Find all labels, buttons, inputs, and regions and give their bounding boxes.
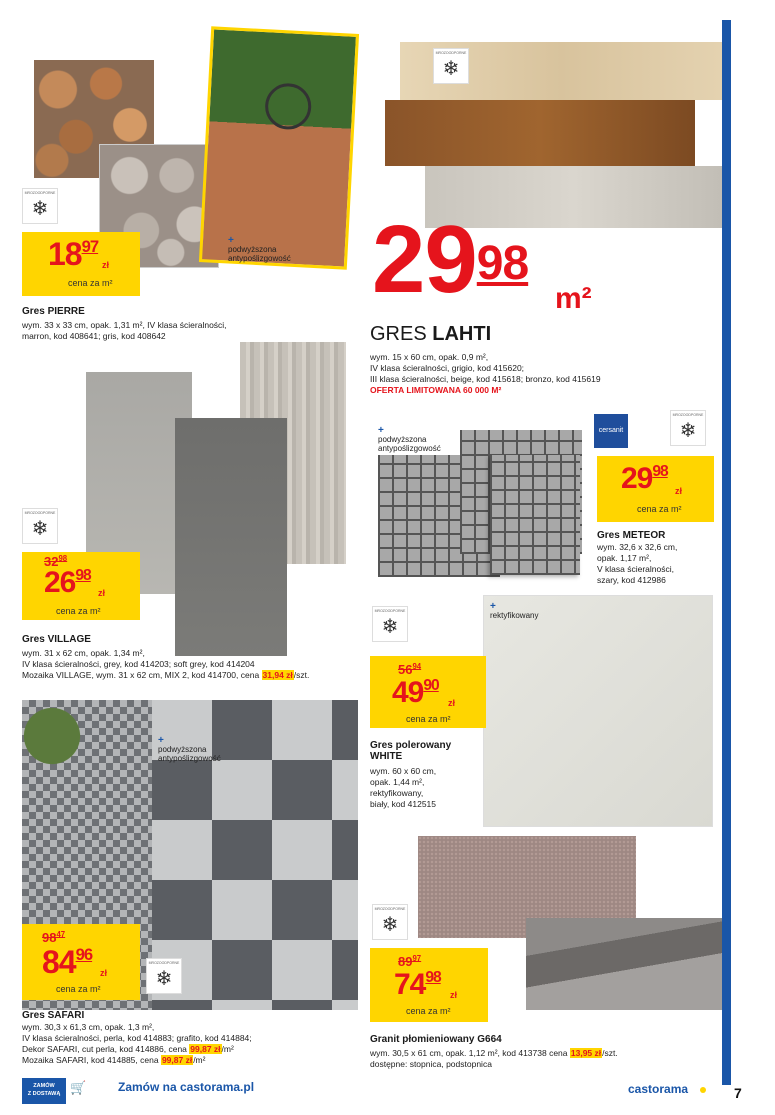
meteor-desc: wym. 32,6 x 32,6 cm, opak. 1,17 m², V klasa ścieralności, szary, kod 412986 xyxy=(597,542,678,585)
village-tile-grey xyxy=(175,418,287,656)
lahti-desc: wym. 15 x 60 cm, opak. 0,9 m², IV klasa ścieralności, grigio, kod 415620; III klasa ścieralności, beige, kod 415618; bronzo, kod 415619 OFERTA LIMITOWANA 60 000 M² xyxy=(370,352,601,395)
safari-title: Gres SAFARI xyxy=(22,1010,85,1021)
lahti-unit: m² xyxy=(555,282,592,315)
snowflake-icon: ❄ xyxy=(31,518,49,540)
order-online-link[interactable]: Zamów na castorama.pl xyxy=(118,1080,255,1094)
bike-wheel-icon xyxy=(264,82,312,130)
plus-icon: + xyxy=(378,425,384,436)
g664-stairs-photo xyxy=(526,918,722,1010)
frost-resistant-icon: MROZOODPORNE ❄ xyxy=(433,48,469,84)
g664-price: $74^{98}$ xyxy=(394,968,441,1001)
lahti-plank-bronzo xyxy=(385,100,695,166)
pierre-price-tag: $18^{97}$ zł cena za m² xyxy=(22,232,140,296)
frost-resistant-icon: MROZOODPORNE ❄ xyxy=(372,904,408,940)
page-number: 7 xyxy=(734,1085,742,1101)
snowflake-icon: ❄ xyxy=(155,968,173,990)
delivery-badge[interactable]: ZAMÓW Z DOSTAWĄ xyxy=(22,1078,66,1104)
safari-desc: wym. 30,3 x 61,3 cm, opak. 1,3 m², IV klasa ścieralności, perla, kod 414883; grafito, kod 414884; Dekor SAFARI, cut perla, kod 414886, cena 99,87 zł/m² Mozaika SAFARI, kod 414885, cena 99,87 zł/m² xyxy=(22,1022,252,1065)
frost-resistant-icon: MROZOODPORNE ❄ xyxy=(22,188,58,224)
plus-icon: + xyxy=(490,601,496,612)
plus-icon: + xyxy=(158,735,164,746)
plant-icon xyxy=(22,700,82,790)
white-price: $49^{90}$ xyxy=(392,676,439,709)
lahti-title: GRES LAHTI xyxy=(370,323,492,345)
safari-old-price: $98^{47}$ xyxy=(42,930,66,945)
pierre-desc: wym. 33 x 33 cm, opak. 1,31 m², IV klasa ścieralności, marron, kod 408641; gris, kod 408642 xyxy=(22,320,227,341)
village-price: $26^{98}$ xyxy=(44,566,91,599)
meteor-anti-slip-badge: + podwyższona antypoślizgowość xyxy=(378,425,441,453)
meteor-title: Gres METEOR xyxy=(597,530,666,541)
white-desc: wym. 60 x 60 cm, opak. 1,44 m², rektyfikowany, biały, kod 412515 xyxy=(370,766,437,809)
cersanit-logo: cersanit xyxy=(594,414,628,448)
logo-dot-icon xyxy=(700,1087,706,1093)
lahti-offer: OFERTA LIMITOWANA 60 000 M² xyxy=(370,385,502,395)
frost-resistant-icon: MROZOODPORNE ❄ xyxy=(22,508,58,544)
pierre-anti-slip-badge: + podwyższona antypoślizgowość xyxy=(228,235,291,263)
safari-anti-slip-badge: + podwyższona antypoślizgowość xyxy=(158,735,221,763)
castorama-logo: castorama xyxy=(628,1082,689,1096)
safari-price-tag: $98^{47}$ $84^{96}$ zł cena za m² xyxy=(22,924,140,1000)
white-title: Gres polerowany WHITE xyxy=(370,740,452,762)
white-tile xyxy=(484,596,712,826)
sidebar-stripe xyxy=(722,20,731,1085)
frost-resistant-icon: MROZOODPORNE ❄ xyxy=(372,606,408,642)
safari-price: $84^{96}$ xyxy=(42,944,93,980)
meteor-tile-front xyxy=(490,455,580,575)
snowflake-icon: ❄ xyxy=(31,198,49,220)
lahti-price: $29^{98}$ xyxy=(372,206,529,313)
pierre-price: $18^{97}$ xyxy=(48,236,99,272)
frost-resistant-icon: MROZOODPORNE ❄ xyxy=(146,958,182,994)
meteor-price: $29^{98}$ xyxy=(621,462,668,495)
g664-title: Granit płomieniowany G664 xyxy=(370,1034,502,1045)
white-old-price: $56^{94}$ xyxy=(398,662,422,677)
g664-old-price: $89^{97}$ xyxy=(398,954,422,969)
snowflake-icon: ❄ xyxy=(381,914,399,936)
pierre-bike-photo xyxy=(199,26,359,269)
plus-icon: + xyxy=(228,235,234,246)
village-price-tag: $32^{98}$ $26^{98}$ zł cena za m² xyxy=(22,552,140,620)
frost-resistant-icon: MROZOODPORNE ❄ xyxy=(670,410,706,446)
village-old-price: $32^{98}$ xyxy=(44,554,68,569)
g664-price-tag: $89^{97}$ $74^{98}$ zł cena za m² xyxy=(370,948,488,1022)
snowflake-icon: ❄ xyxy=(381,616,399,638)
pierre-title: Gres PIERRE xyxy=(22,306,85,317)
village-title: Gres VILLAGE xyxy=(22,634,91,645)
g664-desc: wym. 30,5 x 61 cm, opak. 1,12 m², kod 413738 cena 13,95 zł/szt. dostępne: stopnica, podstopnica xyxy=(370,1048,618,1069)
cart-truck-icon: 🛒 xyxy=(70,1080,87,1095)
snowflake-icon: ❄ xyxy=(679,420,697,442)
snowflake-icon: ❄ xyxy=(442,58,460,80)
village-desc: wym. 31 x 62 cm, opak. 1,34 m², IV klasa ścieralności, grey, kod 414203; soft grey, kod 414204 Mozaika VILLAGE, wym. 31 x 62 cm, MIX 2, kod 414700, cena 31,94 zł/szt. xyxy=(22,648,310,680)
meteor-price-tag: $29^{98}$ zł cena za m² xyxy=(597,456,714,522)
white-price-tag: $56^{94}$ $49^{90}$ zł cena za m² xyxy=(370,656,486,728)
page-sidebar xyxy=(722,0,775,1115)
white-rectified-badge: + rektyfikowany xyxy=(490,601,539,620)
